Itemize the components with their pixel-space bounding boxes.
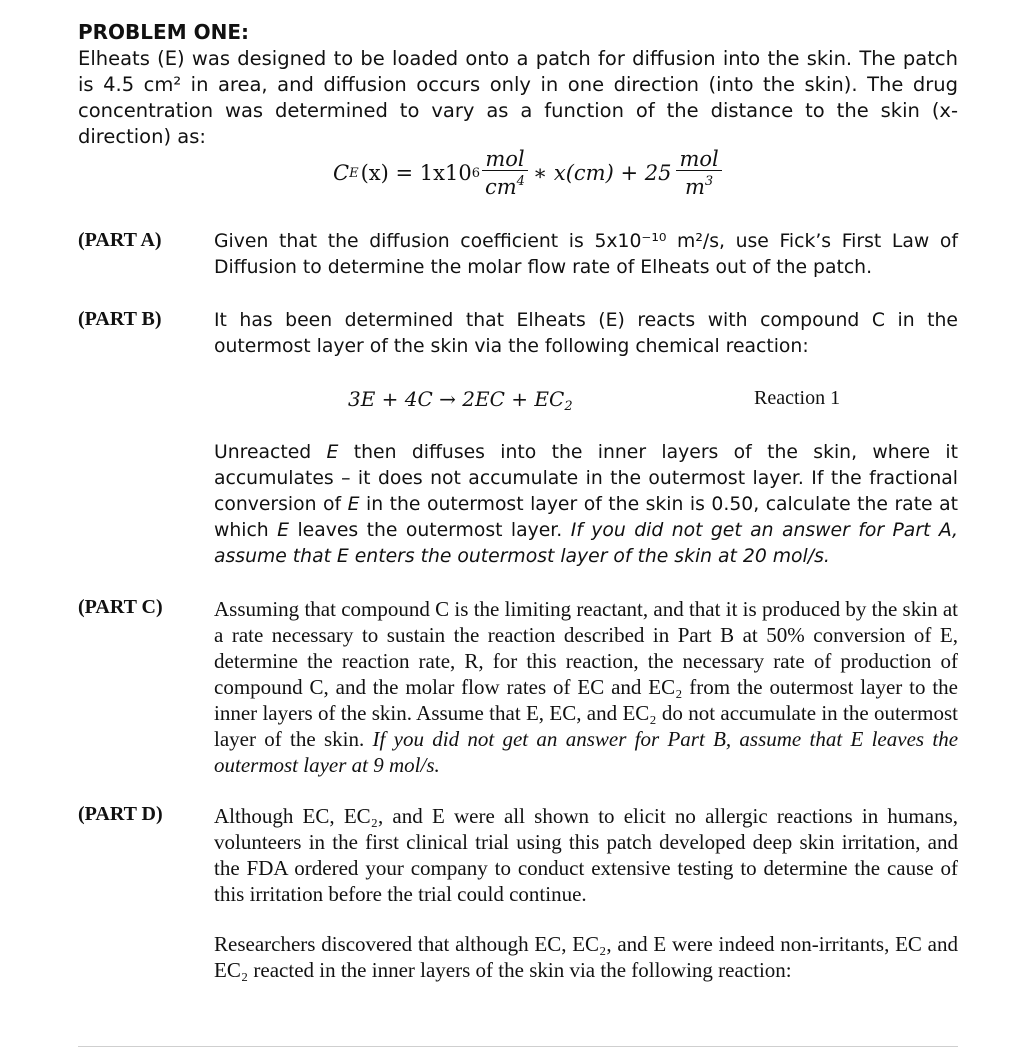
eq-frac2-num: mol: [676, 148, 721, 171]
reaction-1-text: 3E + 4C → 2EC + EC: [348, 387, 565, 411]
part-d-label: (PART D): [78, 803, 163, 825]
eq-frac2-den: m: [685, 175, 705, 199]
reaction-1-sub: 2: [564, 399, 573, 414]
reaction-1-equation: [348, 387, 573, 414]
eq-exp: 6: [471, 165, 480, 181]
eq-frac2-den-wrap: [682, 171, 716, 198]
part-b-var-e-3: E: [277, 520, 290, 541]
eq-lhs-sub: E: [349, 165, 359, 181]
eq-fraction-2: [676, 148, 721, 198]
eq-frac1-num: mol: [482, 148, 527, 171]
part-d-text-2: Researchers discovered that although EC, EC₂, and E were indeed non-irritants, EC and EC₂ reacted in the inner layers of the skin via the following reaction:: [214, 932, 958, 982]
part-c-text: Assuming that compound C is the limiting reactant, and that it is produced by the skin at a rate necessary to sustain the reaction described in Part B at 50% conversion of E, determine the reaction rate, R, for this reaction, the necessary rate of production of compound C, and the molar flow rates of EC and EC₂ from the outermost layer to the inner layers of the skin. Assume that E, EC, and EC₂ do not accumulate in the outermost layer of the skin.: [214, 597, 958, 751]
eq-frac1-den-exp: 4: [516, 174, 525, 189]
part-a-label: (PART A): [78, 229, 162, 251]
eq-frac1-den-wrap: [482, 171, 528, 198]
part-c-fallback-note: If you did not get an answer for Part B, assume that E leaves the outermost layer at 9 mol/s.: [214, 727, 959, 777]
part-c-text-wrap: [214, 596, 958, 778]
part-a-text: Given that the diffusion coefficient is 5x10⁻¹⁰ m²/s, use Fick’s First Law of Diffusion to determine the molar flow rate of Elheats out of the patch.: [214, 231, 958, 278]
part-b-text2-a: Unreacted: [214, 442, 327, 463]
part-b-var-e-2: E: [347, 494, 360, 515]
part-b-text2-d: leaves the outermost layer.: [289, 520, 571, 541]
part-b-text2-c: in the outermost layer of the skin is 0.50, calculate the rate at which: [214, 494, 958, 541]
problem-title: PROBLEM ONE:: [78, 20, 249, 44]
problem-intro: Elheats (E) was designed to be loaded onto a patch for diffusion into the skin. The patch is 4.5 cm² in area, and diffusion occurs only in one direction (into the skin). The drug concentration was determined to vary as a function of the distance to the skin (x-direction) as:: [78, 47, 958, 148]
part-b-fallback-note: If you did not get an answer for Part A, assume that E enters the outermost layer of the skin at 20 mol/s.: [214, 520, 958, 567]
eq-frac2-den-exp: 3: [704, 174, 714, 189]
part-d-text: Although EC, EC₂, and E were all shown to elicit no allergic reactions in humans, volunteers in the first clinical trial using this patch developed deep skin irritation, and the FDA ordered your company to conduct extensive testing to determine the cause of this irritation before the trial could continue.: [214, 804, 958, 906]
page-bottom-rule: [78, 1046, 958, 1047]
eq-frac1-den: cm: [484, 175, 517, 199]
reaction-1-label: Reaction 1: [754, 387, 841, 409]
part-b-text2-b: then diffuses into the inner layers of the skin, where it accumulates – it does not accumulate in the outermost layer. If the fractional conversion of: [214, 442, 958, 515]
part-b-var-e: E: [326, 442, 339, 463]
eq-fraction-1: [482, 148, 528, 198]
part-c-label: (PART C): [78, 596, 163, 618]
eq-middle: ∗ x(cm) + 25: [532, 161, 672, 185]
part-b-label: (PART B): [78, 308, 162, 330]
eq-lhs: C: [333, 161, 350, 185]
eq-lhs-arg: (x) = 1x10: [360, 161, 472, 185]
concentration-equation: [333, 148, 724, 198]
part-b-text: It has been determined that Elheats (E) reacts with compound C in the outermost layer of the skin via the following chemical reaction:: [214, 310, 958, 357]
part-b-text-2: [214, 440, 958, 570]
